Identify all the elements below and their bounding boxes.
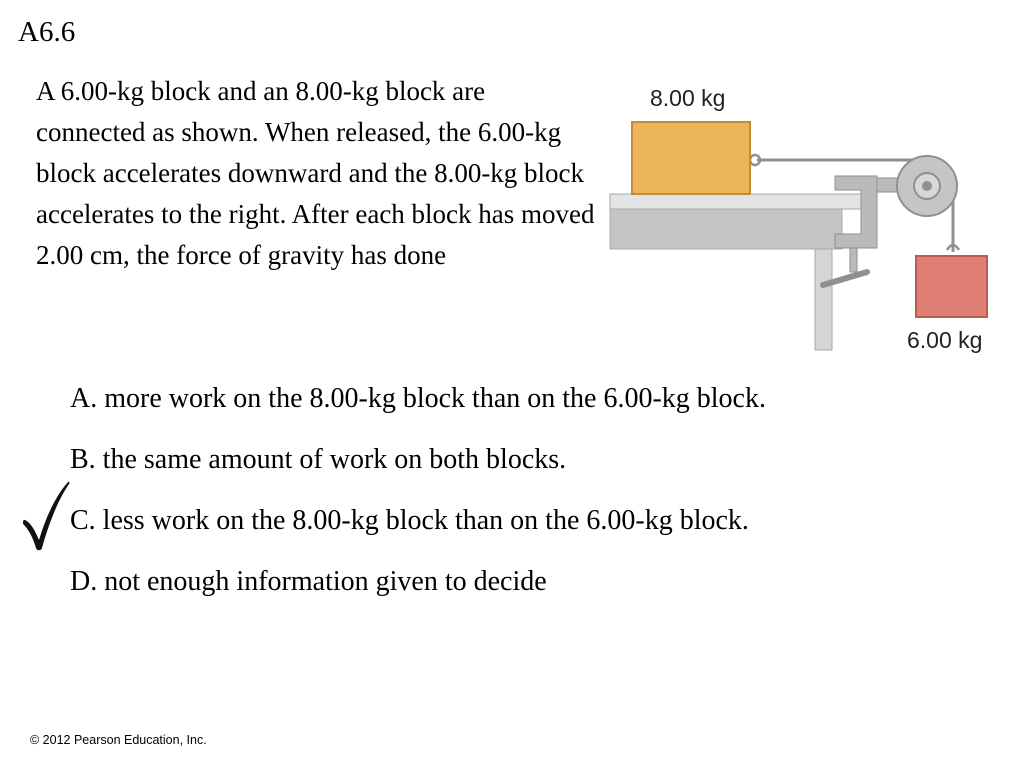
- option-c[interactable]: C. less work on the 8.00-kg block than on the 6.00-kg block.: [70, 505, 749, 536]
- question-text: A 6.00-kg block and an 8.00-kg block are connected as shown. When released, the 6.00-kg block accelerates downward and the 8.00-kg block accelerates to the right. After each block has moved 2.00 cm, the force of gravity has done: [36, 76, 595, 270]
- option-b[interactable]: B. the same amount of work on both blocks.: [70, 444, 567, 475]
- option-a[interactable]: A. more work on the 8.00-kg block than on the 6.00-kg block.: [70, 383, 766, 414]
- block-6kg: [916, 256, 987, 317]
- table-top: [610, 194, 868, 209]
- block-8kg: [632, 122, 750, 194]
- pulley-axle: [922, 181, 932, 191]
- block-8kg-label: 8.00 kg: [650, 85, 726, 111]
- copyright-footer: © 2012 Pearson Education, Inc.: [30, 733, 207, 747]
- option-d[interactable]: D. not enough information given to decide: [70, 566, 547, 597]
- answer-options: [70, 378, 766, 622]
- checkmark-icon: [22, 478, 72, 552]
- table-front: [610, 207, 842, 249]
- pulley-diagram: [605, 80, 1015, 370]
- clamp-screw: [850, 248, 857, 272]
- slide-id: A6.6: [18, 16, 76, 48]
- block-6kg-label: 6.00 kg: [907, 327, 983, 353]
